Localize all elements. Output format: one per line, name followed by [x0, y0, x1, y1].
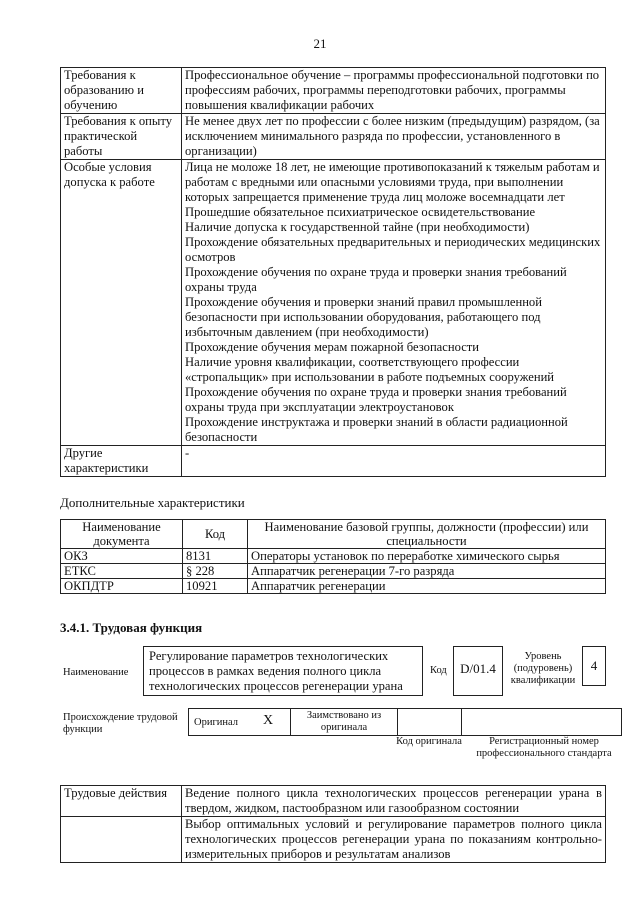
requirement-value	[182, 114, 606, 160]
function-name-label: Наименование	[63, 667, 129, 678]
requirement-line: Прошедшие обязательное психиатрическое освидетельствование	[185, 205, 536, 219]
original-label: Оригинал	[194, 717, 238, 728]
labor-action-item: Ведение полного цикла технологических процессов регенерации урана в твердом, жидком, пастообразном или газообразном состоянии	[182, 786, 606, 817]
table-row	[61, 114, 606, 160]
qualification-level-value: 4	[582, 646, 606, 686]
requirement-line: Прохождение инструктажа и проверки знаний в области радиационной безопасности	[185, 415, 568, 444]
table-cell: § 228	[183, 564, 248, 579]
requirement-label: Другие характеристики	[61, 446, 182, 477]
requirement-line: Прохождение обучения и проверки знаний правил промышленной безопасности при использовании оборудования, работающего под избыточным давлением (при необходимости)	[185, 295, 542, 339]
labor-action-item: Выбор оптимальных условий и регулирование параметров полного цикла технологических процессов регенерации урана по показаниям контрольно-измерительных приборов и результатам анализов	[182, 817, 606, 863]
table-row	[61, 549, 606, 564]
requirement-line: Прохождение обучения по охране труда и проверки знания требований охраны труда	[185, 265, 567, 294]
requirements-table	[60, 67, 606, 477]
table-cell: Аппаратчик регенерации 7-го разряда	[248, 564, 606, 579]
function-code-label: Код	[430, 665, 447, 676]
codes-table	[60, 519, 606, 594]
empty-cell	[61, 817, 182, 863]
table-row	[61, 786, 606, 817]
requirement-line: -	[185, 446, 190, 460]
column-header: Наименование базовой группы, должности (профессии) или специальности	[248, 520, 606, 549]
requirement-line: Прохождение обучения мерам пожарной безопасности	[185, 340, 480, 354]
registration-number-label: Регистрационный номер профессионального стандарта	[476, 736, 612, 759]
qualification-level-label: Уровень (подуровень) квалификации	[510, 651, 576, 686]
borrowed-label: Заимствовано из оригинала	[306, 710, 382, 733]
table-cell: Операторы установок по переработке химического сырья	[248, 549, 606, 564]
page-number: 21	[313, 36, 327, 51]
origin-label: Происхождение трудовой функции	[63, 712, 178, 735]
requirement-line: Не менее двух лет по профессии с более низким (предыдущим) разрядом, (за исключением минимального разряда по профессии, установленного в организации)	[185, 114, 600, 158]
requirement-line: Профессиональное обучение – программы профессиональной подготовки по профессиям рабочих, программы переподготовки рабочих, программы повышения квалификации рабочих	[185, 68, 600, 112]
table-cell: ОКЗ	[61, 549, 183, 564]
requirement-line: Наличие допуска к государственной тайне (при необходимости)	[185, 220, 530, 234]
table-header-row	[61, 520, 606, 549]
divider	[397, 709, 398, 735]
table-cell: ОКПДТР	[61, 579, 183, 594]
section-heading: 3.4.1. Трудовая функция	[60, 620, 203, 635]
table-row	[61, 579, 606, 594]
table-row	[61, 446, 606, 477]
original-mark: X	[263, 713, 274, 728]
requirement-line: Прохождение обучения по охране труда и проверки знания требований охраны труда при эксплуатации электроустановок	[185, 385, 567, 414]
requirement-label: Требования к образованию и обучению	[61, 68, 182, 114]
origin-box	[188, 708, 622, 736]
table-cell: Аппаратчик регенерации	[248, 579, 606, 594]
table-row	[61, 564, 606, 579]
table-row	[61, 160, 606, 446]
requirement-value	[182, 68, 606, 114]
table-row	[61, 68, 606, 114]
requirement-label: Особые условия допуска к работе	[61, 160, 182, 446]
function-name-value: Регулирование параметров технологических процессов в рамках ведения полного цикла технологических процессов регенерации урана	[143, 646, 423, 696]
requirement-line: Прохождение обязательных предварительных и периодических медицинских осмотров	[185, 235, 601, 264]
table-row	[61, 817, 606, 863]
requirement-label: Требования к опыту практической работы	[61, 114, 182, 160]
column-header: Код	[183, 520, 248, 549]
requirement-line: Наличие уровня квалификации, соответствующего профессии «стропальщик» при использовании в работе подъемных сооружений	[185, 355, 555, 384]
code-original-label: Код оригинала	[396, 736, 462, 747]
additional-characteristics-title: Дополнительные характеристики	[60, 495, 245, 510]
labor-actions-label: Трудовые действия	[61, 786, 182, 817]
requirement-line: Лица не моложе 18 лет, не имеющие противопоказаний к тяжелым работам и работам с вредными или опасными условиями труда, при выполнении которых запрещается применение труда лиц моложе восемнадцати лет	[185, 160, 600, 204]
table-cell: 8131	[183, 549, 248, 564]
function-code-value: D/01.4	[453, 646, 503, 696]
table-cell: 10921	[183, 579, 248, 594]
labor-actions-table	[60, 785, 606, 863]
requirement-value	[182, 160, 606, 446]
column-header: Наименование документа	[61, 520, 183, 549]
table-cell: ЕТКС	[61, 564, 183, 579]
requirement-value	[182, 446, 606, 477]
divider	[461, 709, 462, 735]
